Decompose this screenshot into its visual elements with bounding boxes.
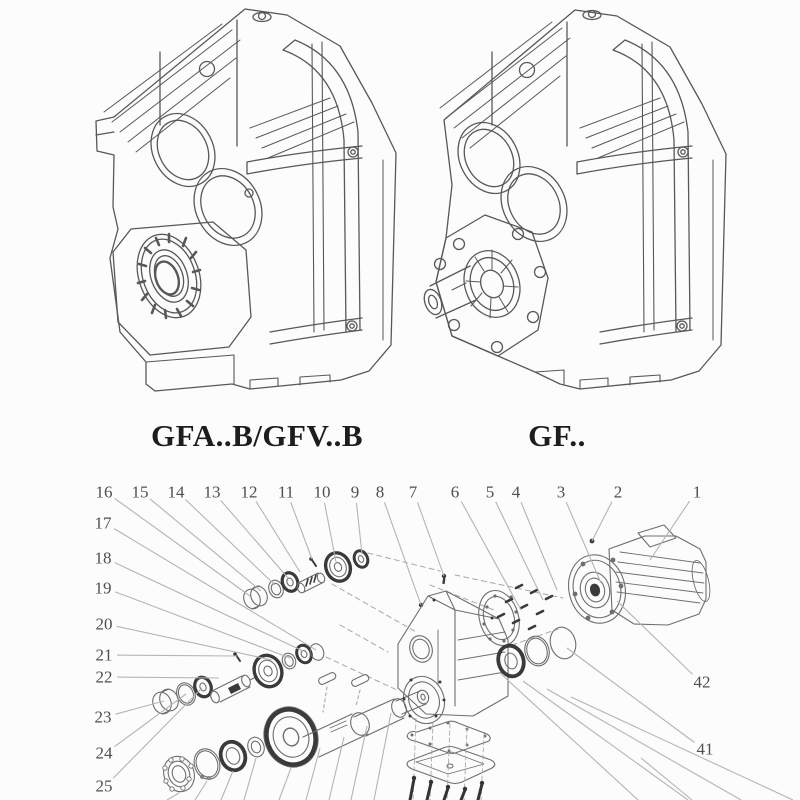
motor-body	[609, 525, 713, 625]
leader-line-25	[113, 688, 202, 778]
leader-line-12	[256, 501, 300, 572]
callout-42: 42	[693, 672, 711, 692]
figure-gf-drawing	[421, 10, 726, 389]
callout-13: 13	[203, 482, 221, 502]
input-shaft-parts	[241, 549, 370, 612]
callout-18: 18	[94, 548, 112, 568]
callout-9: 9	[350, 482, 360, 502]
leader-line-14	[185, 500, 275, 585]
callout-23: 23	[94, 707, 112, 727]
leader-line-11	[291, 502, 312, 559]
leader-line-24	[115, 694, 186, 747]
cropped-leader-9	[500, 673, 638, 800]
callout-7: 7	[408, 482, 418, 502]
ball-bearing	[159, 752, 200, 796]
housing-bolts	[419, 539, 595, 608]
stud-bolts	[498, 585, 552, 629]
callout-16: 16	[95, 482, 113, 502]
callout-1: 1	[692, 482, 702, 502]
callout-10: 10	[313, 482, 331, 502]
leader-line-19	[115, 592, 290, 658]
mounting-strap-lower	[270, 318, 362, 344]
gear	[321, 549, 354, 585]
leader-line-41	[567, 648, 695, 743]
leader-line-6	[461, 502, 521, 610]
pinion-shaft	[296, 572, 326, 594]
cover-bolts	[410, 779, 482, 800]
cropped-leader-6	[329, 737, 344, 800]
cropped-leader-10	[523, 681, 688, 800]
motor-flange	[561, 549, 632, 629]
leader-line-7	[418, 502, 444, 576]
callout-19: 19	[94, 578, 112, 598]
leader-line-23	[116, 701, 164, 714]
callout-5: 5	[485, 482, 495, 502]
oil-seal	[217, 738, 249, 773]
cropped-leader-2	[221, 771, 233, 800]
cropped-leader-lines	[167, 673, 793, 800]
snap-ring	[190, 745, 224, 783]
leader-line-4	[521, 502, 557, 590]
output-shaft	[421, 266, 476, 318]
mounting-strap-lower	[600, 318, 692, 344]
bearing	[352, 549, 370, 570]
bearing-boss	[113, 222, 251, 355]
leader-line-9	[356, 503, 362, 554]
leader-line-15	[150, 499, 261, 591]
callout-25: 25	[95, 776, 113, 796]
callout-15: 15	[131, 482, 149, 502]
cropped-leader-4	[279, 768, 291, 800]
gear	[249, 651, 286, 691]
leader-line-1	[650, 501, 690, 560]
bearing	[279, 570, 300, 593]
set-screw	[233, 652, 240, 661]
leader-line-18	[115, 563, 303, 651]
callout-21: 21	[95, 645, 113, 665]
cropped-leader-1	[195, 781, 207, 800]
callout-6: 6	[450, 482, 460, 502]
callout-8: 8	[375, 482, 385, 502]
callout-24: 24	[95, 743, 113, 763]
leader-line-21	[117, 655, 237, 656]
callout-11: 11	[277, 482, 295, 502]
callout-3: 3	[556, 482, 566, 502]
leader-line-16	[115, 498, 250, 596]
shaft-keys	[318, 671, 370, 712]
callout-14: 14	[167, 482, 185, 502]
set-screw	[309, 557, 316, 566]
cropped-leader-12	[571, 697, 793, 800]
figure-gfab-drawing	[96, 9, 396, 391]
cropped-leader-8	[374, 713, 391, 800]
callout-22: 22	[95, 667, 113, 687]
cropped-leader-13	[641, 758, 692, 800]
label-gf: GF..	[528, 418, 586, 453]
cropped-leader-7	[351, 726, 367, 800]
callout-17: 17	[94, 513, 112, 533]
bottom-cover-assembly	[407, 718, 495, 800]
axis-dashed-lines	[326, 553, 563, 690]
callout-2: 2	[613, 482, 623, 502]
cropped-leader-0	[167, 793, 179, 800]
output-flange	[435, 215, 549, 356]
label-gfab: GFA..B/GFV..B	[150, 418, 364, 453]
output-shaft	[303, 689, 431, 757]
callout-41: 41	[696, 739, 714, 759]
callout-12: 12	[240, 482, 258, 502]
flange-gasket	[473, 586, 526, 651]
callout-20: 20	[95, 614, 113, 634]
leader-line-8	[384, 502, 421, 605]
callout-4: 4	[511, 482, 521, 502]
exploded-view	[150, 525, 714, 800]
leader-line-2	[592, 502, 612, 541]
leader-lines	[113, 498, 694, 778]
motor	[561, 525, 713, 629]
output-bearing-group	[495, 624, 580, 679]
leader-line-42	[617, 601, 693, 674]
